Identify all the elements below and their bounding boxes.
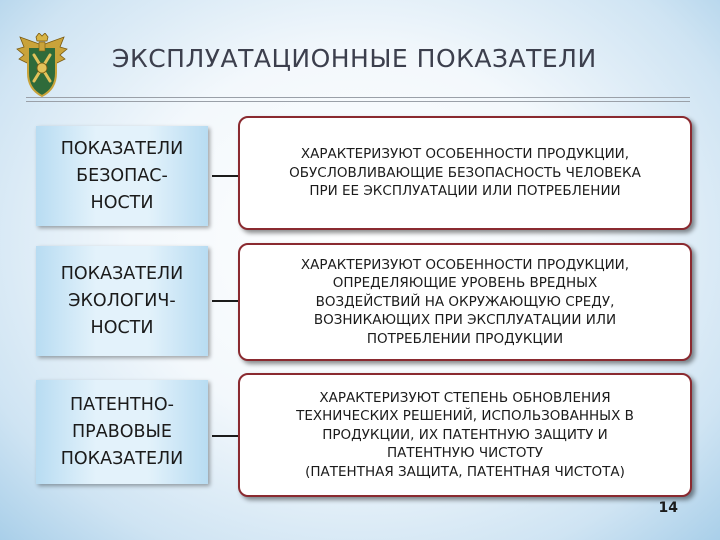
label-safety-indicators xyxy=(36,126,208,226)
description-line: ОБУСЛОВЛИВАЮЩИЕ БЕЗОПАСНОСТЬ ЧЕЛОВЕКА xyxy=(289,164,641,181)
connector-line xyxy=(212,175,238,177)
header-divider-bottom xyxy=(26,101,690,102)
description-line: ПРОДУКЦИИ, ИХ ПАТЕНТНУЮ ЗАЩИТУ И xyxy=(322,426,608,443)
description-line: ПОТРЕБЛЕНИИ ПРОДУКЦИИ xyxy=(366,330,564,347)
description-line: ОПРЕДЕЛЯЮЩИЕ УРОВЕНЬ ВРЕДНЫХ xyxy=(332,275,598,292)
label-line: ПАТЕНТНО- xyxy=(70,394,174,415)
description-line: (ПАТЕНТНАЯ ЗАЩИТА, ПАТЕНТНАЯ ЧИСТОТА) xyxy=(305,463,625,480)
label-ecology-indicators xyxy=(36,246,208,356)
connector-line xyxy=(212,300,238,302)
label-line: ЭКОЛОГИЧ- xyxy=(68,290,176,311)
description-line: ПАТЕНТНУЮ ЧИСТОТУ xyxy=(387,445,543,462)
description-safety-indicators xyxy=(238,116,692,230)
label-line: ПОКАЗАТЕЛИ xyxy=(60,263,184,284)
description-line: ХАРАКТЕРИЗУЮТ ОСОБЕННОСТИ ПРОДУКЦИИ, xyxy=(300,256,630,273)
description-patent-indicators xyxy=(238,373,692,497)
description-line: ВОЗДЕЙСТВИЙ НА ОКРУЖАЮЩУЮ СРЕДУ, xyxy=(315,293,615,310)
page-title: ЭКСПЛУАТАЦИОННЫЕ ПОКАЗАТЕЛИ xyxy=(112,44,597,73)
label-line: НОСТИ xyxy=(90,192,154,213)
label-line: БЕЗОПАС- xyxy=(76,165,168,186)
label-line: ПОКАЗАТЕЛИ xyxy=(60,448,184,469)
description-ecology-indicators xyxy=(238,243,692,361)
label-patent-indicators xyxy=(36,380,208,484)
description-line: ХАРАКТЕРИЗУЮТ СТЕПЕНЬ ОБНОВЛЕНИЯ xyxy=(319,389,611,406)
label-line: ПОКАЗАТЕЛИ xyxy=(60,138,184,159)
description-line: ТЕХНИЧЕСКИХ РЕШЕНИЙ, ИСПОЛЬЗОВАННЫХ В xyxy=(296,408,634,425)
page-number: 14 xyxy=(658,500,678,516)
description-line: ХАРАКТЕРИЗУЮТ ОСОБЕННОСТИ ПРОДУКЦИИ, xyxy=(300,146,630,163)
description-line: ВОЗНИКАЮЩИХ ПРИ ЭКСПЛУАТАЦИИ ИЛИ xyxy=(313,312,617,329)
description-line: ПРИ ЕЕ ЭКСПЛУАТАЦИИ ИЛИ ПОТРЕБЛЕНИИ xyxy=(309,183,621,200)
label-line: НОСТИ xyxy=(90,317,154,338)
emblem-icon xyxy=(14,33,70,99)
header-divider-top xyxy=(26,97,690,98)
label-line: ПРАВОВЫЕ xyxy=(72,421,172,442)
connector-line xyxy=(212,435,238,437)
